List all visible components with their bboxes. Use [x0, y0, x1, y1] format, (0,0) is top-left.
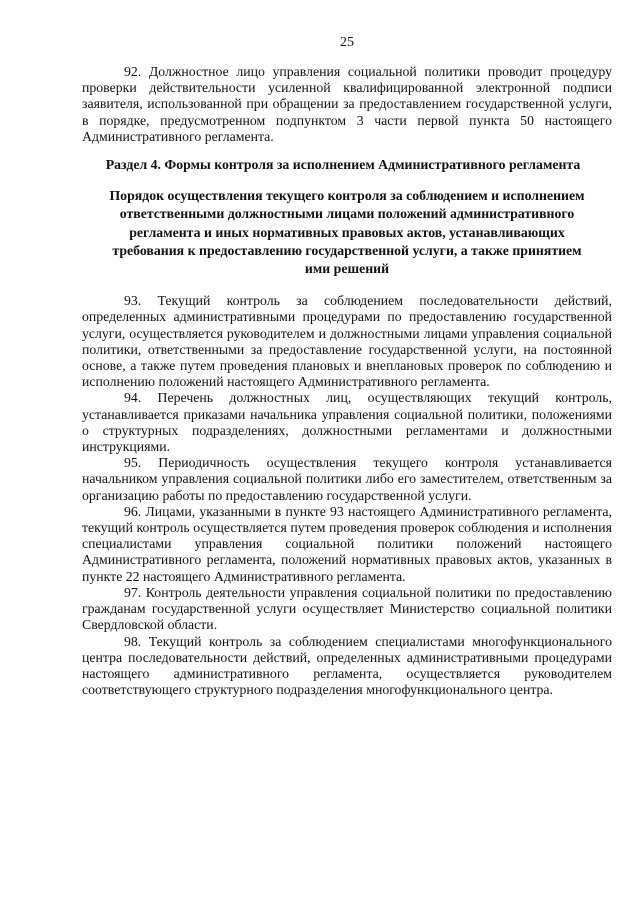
paragraph-94: 94. Перечень должностных лиц, осуществляющих текущий контроль, устанавливается приказами начальника управления социальной политики, положениями о структурных подразделениях, должностными регламентами и должностными инструкциями. — [82, 390, 612, 455]
subsection-heading: Порядок осуществления текущего контроля за соблюдением и исполнением ответственными должностными лицами положений административного регламента и иных нормативных правовых актов, устанавливающих требования к предоставлению государственной услуги, а также принятием ими решений — [109, 188, 585, 277]
paragraph-93: 93. Текущий контроль за соблюдением последовательности действий, определенных административными процедурами по предоставлению государственной услуги, осуществляется руководителем и должностными лицами управления социальной политики, ответственными за предоставление государственной услуги, на постоянной основе, а также путем проведения плановых и внеплановых проверок по соблюдению и исполнению положений настоящего Административного регламента. — [82, 293, 612, 390]
paragraph-97: 97. Контроль деятельности управления социальной политики по предоставлению гражданам государственной услуги осуществляет Министерство социальной политики Свердловской области. — [82, 584, 612, 633]
paragraph-92: 92. Должностное лицо управления социальной политики проводит процедуру проверки действительности усиленной квалифицированной электронной подписи заявителя, использованной при обращении за предоставлением государственной услуги, в порядке, предусмотренном подпунктом 3 части первой пункта 50 настоящего Административного регламента. — [82, 64, 612, 144]
paragraph-96: 96. Лицами, указанными в пункте 93 настоящего Административного регламента, текущий контроль осуществляется путем проведения проверок соблюдения и исполнения специалистами управления социальной политики положений настоящего Административного регламента, положений нормативных правовых актов, указанных в пункте 22 настоящего Административного регламента. — [82, 503, 612, 584]
page-number: 25 — [340, 35, 354, 50]
section-heading: Раздел 4. Формы контроля за исполнением Административного регламента — [105, 157, 581, 173]
paragraph-98: 98. Текущий контроль за соблюдением специалистами многофункционального центра последовательности действий, определенных административными процедурами настоящего административного регламента, осуществляется руководителем соответствующего структурного подразделения многофункционального центра. — [82, 633, 612, 698]
paragraph-95: 95. Периодичность осуществления текущего контроля устанавливается начальником управления социальной политики либо его заместителем, ответственным за организацию работы по предоставлению государственной услуги. — [82, 455, 612, 503]
